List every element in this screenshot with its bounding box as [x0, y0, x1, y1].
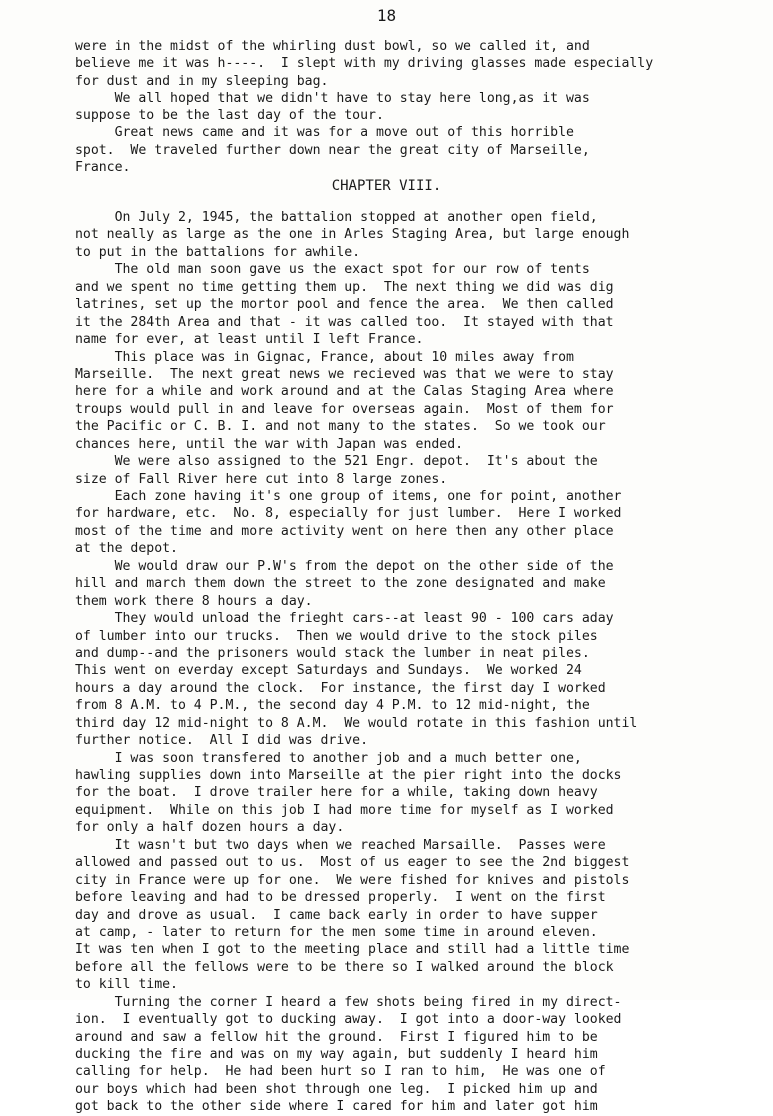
text-line: here for a while and work around and at the Calas Staging Area where	[75, 384, 614, 400]
page-number: 18	[376, 6, 397, 25]
text-line: chances here, until the war with Japan was ended.	[75, 436, 464, 452]
text-line: Marseille. The next great news we recieved was that we were to stay	[75, 366, 614, 382]
text-line: size of Fall River here cut into 8 large zones.	[75, 471, 448, 487]
text-line: of lumber into our trucks. Then we would drive to the stock piles	[75, 628, 598, 644]
text-line: the Pacific or C. B. I. and not many to the states. So we took our	[75, 419, 606, 435]
text-line: for dust and in my sleeping bag.	[75, 73, 329, 89]
text-line: them work there 8 hours a day.	[75, 593, 313, 609]
text-line: got back to the other side where I cared for him and later got him	[75, 1099, 598, 1115]
text-line: for hardware, etc. No. 8, especially for just lumber. Here I worked	[75, 506, 622, 522]
text-line: for the boat. I drove trailer here for a while, taking down heavy	[75, 785, 598, 801]
text-line: allowed and passed out to us. Most of us eager to see the 2nd biggest	[75, 855, 630, 871]
text-line: It wasn't but two days when we reached Marsaille. Passes were	[75, 837, 606, 853]
text-line: not neally as large as the one in Arles Staging Area, but large enough	[75, 227, 630, 243]
text-line: troups would pull in and leave for overseas again. Most of them for	[75, 401, 614, 417]
text-line: On July 2, 1945, the battalion stopped at another open field,	[75, 210, 598, 225]
text-line: hawling supplies down into Marseille at the pier right into the docks	[75, 768, 622, 783]
text-line: most of the time and more activity went on here then any other place	[75, 523, 614, 539]
text-line: to put in the battalions for awhile.	[75, 244, 361, 260]
opening-paragraphs	[75, 38, 755, 176]
text-line: This place was in Gignac, France, about 10 miles away from	[75, 349, 574, 365]
text-line: The old man soon gave us the exact spot for our row of tents	[75, 262, 590, 278]
text-line: and we spent no time getting them up. The next thing we did was dig	[75, 279, 614, 295]
text-line: hill and march them down the street to the zone designated and make	[75, 576, 606, 592]
text-line: hours a day around the clock. For instance, the first day I worked	[75, 680, 606, 696]
text-line: our boys which had been shot through one leg. I picked him up and	[75, 1081, 598, 1097]
text-line: It was ten when I got to the meeting place and still had a little time	[75, 942, 630, 958]
chapter-heading: CHAPTER VIII.	[331, 178, 442, 194]
text-line: were in the midst of the whirling dust bowl, so we called it, and	[75, 39, 590, 54]
text-line: before all the fellows were to be there so I walked around the block	[75, 959, 614, 975]
text-line: latrines, set up the mortor pool and fence the area. We then called	[75, 297, 614, 313]
text-line: name for ever, at least until I left France.	[75, 332, 424, 348]
text-line: for only a half dozen hours a day.	[75, 820, 345, 836]
chapter-body	[75, 209, 755, 1116]
text-line: Great news came and it was for a move out of this horrible	[75, 125, 574, 141]
text-line: from 8 A.M. to 4 P.M., the second day 4 P.M. to 12 mid-night, the	[75, 698, 590, 714]
text-line: Each zone having it's one group of items, one for point, another	[75, 489, 622, 504]
text-line: around and saw a fellow hit the ground. First I figured him to be	[75, 1029, 598, 1045]
text-line: at the depot.	[75, 541, 178, 557]
text-line: suppose to be the last day of the tour.	[75, 108, 384, 124]
text-line: equipment. While on this job I had more time for myself as I worked	[75, 802, 614, 818]
text-line: ion. I eventually got to ducking away. I got into a door-way looked	[75, 1012, 622, 1028]
text-line: This went on everday except Saturdays and Sundays. We worked 24	[75, 663, 582, 679]
text-line: We were also assigned to the 521 Engr. depot. It's about the	[75, 454, 598, 470]
text-line: and dump--and the prisoners would stack the lumber in neat piles.	[75, 645, 590, 661]
text-line: believe me it was h----. I slept with my driving glasses made especially	[75, 56, 654, 72]
text-line: They would unload the frieght cars--at least 90 - 100 cars aday	[75, 611, 614, 627]
text-line: third day 12 mid-night to 8 A.M. We would rotate in this fashion until	[75, 715, 638, 731]
text-line: it the 284th Area and that - it was called too. It stayed with that	[75, 314, 614, 330]
text-line: France.	[75, 160, 131, 176]
text-line: day and drove as usual. I came back early in order to have supper	[75, 907, 598, 923]
text-line: We would draw our P.W's from the depot on the other side of the	[75, 558, 614, 574]
text-line: Turning the corner I heard a few shots being fired in my direct-	[75, 994, 622, 1010]
text-line: city in France were up for one. We were fished for knives and pistols	[75, 872, 630, 888]
text-line: calling for help. He had been hurt so I ran to him, He was one of	[75, 1064, 606, 1080]
text-line: further notice. All I did was drive.	[75, 733, 369, 749]
text-line: We all hoped that we didn't have to stay here long,as it was	[75, 90, 590, 106]
text-line: to kill time.	[75, 977, 178, 993]
text-line: ducking the fire and was on my way again, but suddenly I heard him	[75, 1047, 598, 1062]
text-line: spot. We traveled further down near the great city of Marseille,	[75, 142, 590, 158]
text-line: before leaving and had to be dressed properly. I went on the first	[75, 890, 606, 906]
text-line: at camp, - later to return for the men some time in around eleven.	[75, 924, 598, 940]
text-line: I was soon transfered to another job and a much better one,	[75, 750, 582, 766]
